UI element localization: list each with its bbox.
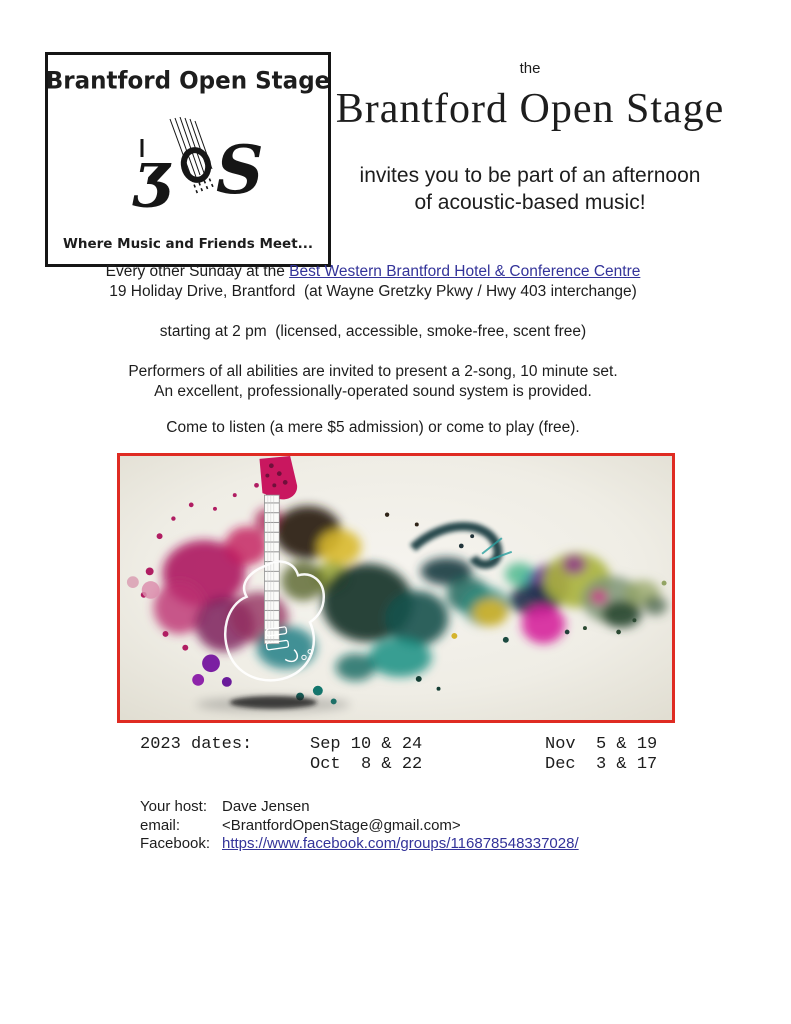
host-label: Your host:	[140, 798, 207, 815]
venue-link[interactable]: Best Western Brantford Hotel & Conference Centre	[289, 263, 641, 280]
performers-line-2: An excellent, professionally-operated sound system is provided.	[154, 383, 592, 400]
dates-nov-dec-2: Dec 3 & 17	[545, 754, 658, 774]
venue-paragraph	[20, 262, 726, 302]
facebook-label: Facebook:	[140, 835, 211, 852]
dates-nov-dec-1: Nov 5 & 19	[545, 735, 658, 754]
logo-tagline: Where Music and Friends Meet...	[62, 236, 314, 252]
invite-text	[312, 163, 748, 216]
dates-sep-oct-1: Sep 10 & 24	[310, 735, 423, 754]
dates-spacer	[140, 755, 310, 775]
invite-line-2: of acoustic-based music!	[414, 190, 646, 214]
facebook-link-cell	[222, 835, 579, 854]
page-title: Brantford Open Stage	[335, 86, 725, 132]
performers-line-1: Performers of all abilities are invited to present a 2-song, 10 minute set.	[128, 363, 618, 380]
logo-title: Brantford Open Stage	[45, 67, 331, 95]
performers-paragraph	[20, 362, 726, 402]
header-block	[312, 60, 748, 216]
invite-line-1: invites you to be part of an afternoon	[359, 164, 701, 187]
dates-section	[140, 735, 657, 774]
email-value: <BrantfordOpenStage@gmail.com>	[222, 816, 461, 834]
bos-guitar-monogram-icon	[108, 117, 268, 213]
dates-label: 2023 dates:	[140, 735, 253, 754]
host-name: Dave Jensen	[222, 798, 310, 815]
admission-line: Come to listen (a mere $5 admission) or come to play (free).	[166, 419, 580, 436]
venue-prefix: Every other Sunday at the	[105, 263, 290, 280]
venue-line	[20, 262, 726, 282]
guitar-artwork	[117, 453, 675, 723]
header-pre: the	[519, 60, 541, 77]
email-label: email:	[140, 816, 181, 834]
logo-box	[45, 52, 331, 267]
dates-sep-oct-2: Oct 8 & 22	[310, 754, 423, 774]
time-line: starting at 2 pm (licensed, accessible, smoke-free, scent free)	[159, 323, 587, 340]
facebook-link[interactable]: https://www.facebook.com/groups/116878548337028/	[222, 835, 579, 852]
svg-text:S: S	[216, 131, 264, 209]
guitar-artwork-svg	[120, 456, 672, 720]
contact-section	[140, 798, 579, 854]
address-line: 19 Holiday Drive, Brantford (at Wayne Gretzky Pkwy / Hwy 403 interchange)	[109, 283, 637, 300]
svg-text:ʒ: ʒ	[134, 137, 170, 210]
